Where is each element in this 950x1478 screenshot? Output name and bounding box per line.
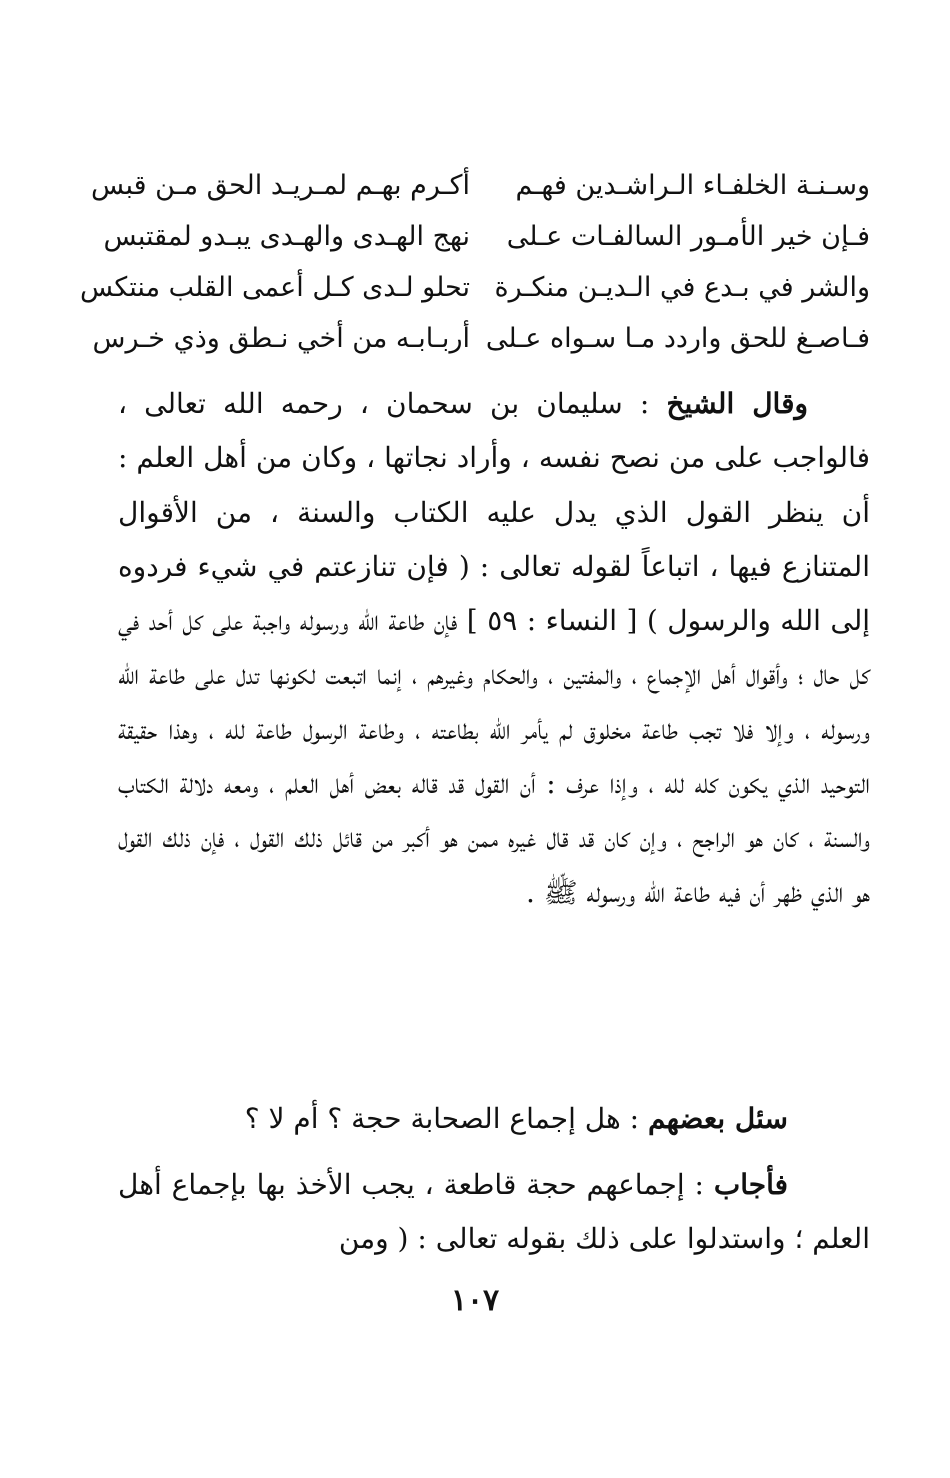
poem-verse [79,262,870,313]
paragraph-question [118,1092,870,1146]
paragraph-lead: سئل بعضهم [648,1102,788,1135]
poem-verse [103,211,870,262]
paragraph-answer [118,1158,870,1267]
verse-first-half: والشر في بـدع في الـديـن منكـرة [494,272,870,303]
verse-second-half: أكـرم بهـم لمـريـد الحق مـن قبس [91,170,470,201]
paragraph-body: : إجماعهم حجة قاطعة ، يجب الأخذ بها بإجماع أهل العلم ؛ واستدلوا على ذلك بقوله تعالى : ( ومن [118,1168,870,1256]
verse-second-half: نهج الهـدى والهـدى يبـدو لمقتبس [103,221,470,252]
paragraph-sheikh-sulayman [118,377,870,920]
page-number: ١٠٧ [450,1283,500,1318]
paragraph-body: : هل إجماع الصحابة حجة ؟ أم لا ؟ [244,1102,640,1135]
paragraph-body: : سليمان بن سحمان ، رحمه الله تعالى ، فالواجب على من نصح نفسه ، وأراد نجاتها ، وكان من أهل العلم : أن ينظر القول الذي يدل عليه الكتاب والسنة ، من الأقوال المتنازع فيها ، اتباعاً لقوله تعالى : ( فإن تنازعتم في شيء فردوه إلى الله والرسول ) [ النساء : ٥٩ ] فإن طاعة الله ورسوله واجبة على كل أحد في كل حال ؛ وأقوال أهل الإجماع ، والمفتين ، والحكام وغيرهم ، إنما اتبعت لكونها تدل على طاعة الله ورسوله ، وإلا فلا تجب طاعة مخلوق لم يأمر الله بطاعته ، وطاعة الرسول طاعة لله ، وهذا حقيقة التوحيد الذي يكون كله لله ، وإذا عرف : أن القول قد قاله بعض أهل العلم ، ومعه دلالة الكتاب والسنة ، كان هو الراجح ، وإن كان قد قال غيره ممن هو أكبر من قائل ذلك القول ، فإن ذلك القول هو الذي ظهر أن فيه طاعة الله ورسوله ﷺ . [118,387,871,909]
verse-first-half: فـإن خير الأمـور السالفـات عـلى [506,221,870,252]
poem-verse [91,160,870,211]
poem [79,160,870,364]
paragraph-lead: وقال الشيخ [666,387,808,420]
paragraph-lead: فأجاب [713,1168,789,1201]
verse-first-half: وسـنـة الخلفـاء الـراشـدين فهـم [515,170,870,201]
verse-second-half: أربـابـه من أخي نـطق وذي خـرس [92,323,470,354]
verse-second-half: تحلو لـدى كـل أعمى القلب منتكس [79,272,470,303]
verse-first-half: فـاصـغ للحق واردد مـا سـواه عـلى [485,323,870,354]
poem-verse [92,313,870,364]
